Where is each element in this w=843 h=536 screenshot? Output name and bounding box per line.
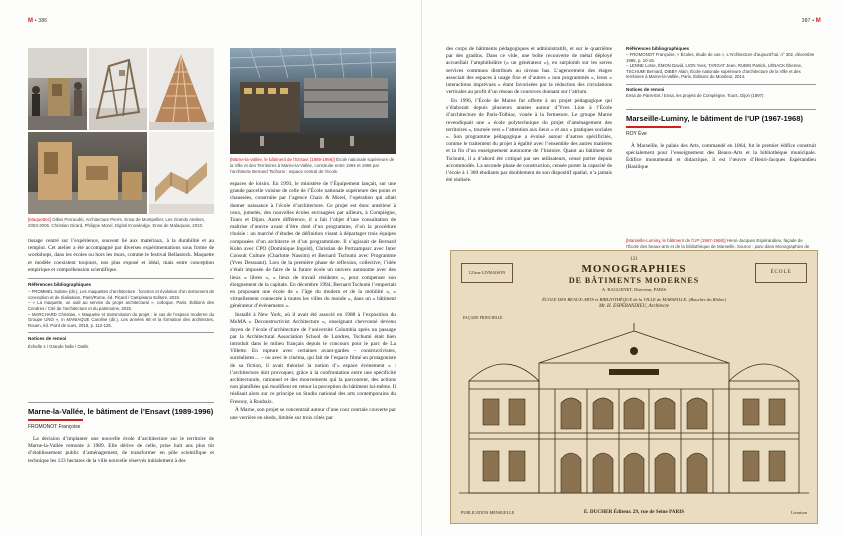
folded-sketch [149,132,214,214]
article-body [28,436,214,465]
left-col2-body [230,181,396,423]
caption-text: École nationale supérieure de la Ville et des Territoires à Marne-la-Vallée, construite entre 1994 et 1996 par l’architecte Bernard Tschumi : espace central de l’école. [230,157,395,174]
right-page [422,0,843,536]
engraving-sheet: FAÇADE PRINCIPALE [463,315,503,320]
paragraph: Installé à New York, où il avait été associé en 1988 à l’exposition du MoMA « Deconstructivist Architecture », enseignant chevronné devenu doyen de l’école d’architecture de l’université Columbia après un passage par la Architectural Association School de Londres, Tschumi était bien introduit dans le milieu français depuis le concours pour le parc de La Villette. En rupture avec certaines avant-gardes – constructivistes, surréalistes… – ou avec le cinéma, qui fait de l’espace filmé un protagoniste de sa fiction, il avait théorisé la notion d’« espace événement » : l’architecture doit provoquer, grâce à la confrontation entre une spécificité architecturale, rationnel et des mouvements qui la parcourent, des actions non planifiées qui modifient en retour la perception du bâtiment lui-même. Il réalisait alors sur ce principe un Studio national des arts contemporains du Fresnoy, à Roubaix. [230,312,396,405]
paragraph: tissage centré sur l’expérience, souvent lié aux matériaux, à la durabilité et au remploi. Cet atelier a été accompagné par diverses expérimentations sous forme de workshops, dans les écoles ou hors les murs, comme le festival Bellastock. Maquette et modèle coexistent toujours, nos plus exposé et idéal, mais entre conception empirique et compréhension scientifique. [28,238,214,273]
photo-workshop-students [28,48,87,130]
engraving-footer-center: E. DUCHER Éditeur. 29, rue de Seine PARIS [583,509,685,515]
notices-title: Notices de renvoi [626,86,665,92]
pyramid-sketch [149,48,214,130]
article-ensavt [28,402,214,466]
title-red-rule [626,126,681,128]
ensavt-photo-caption [230,157,396,174]
caption-ref: [Maquettes] [28,217,51,222]
photo-ensavt-atrium [230,48,396,154]
caption-ref: [Marseille-Luminy, le bâtiment de l’UP (1967-1968)] [626,238,726,243]
ref-item: – « La maquette, un outil au service du projet architectural », colloque, Paris, Éditions des Cendres / Cité de l’architecture et du patrimoine, 2015. [28,300,214,311]
engraving-building: ÉCOLE DES BEAUX-ARTS et BIBLIOTHÈQUE de la VILLE de MARSEILLE. (Bouches du Rhône) [542,297,726,302]
engraving-footer-left: PUBLICATION MENSUELLE [461,510,515,515]
paragraph: des corps de bâtiments pédagogiques et administratifs, et sur le quatrième par des gradins. Dans ce vide, une boîte recouverte de métal déployé accueillait l’amphithéâtre (« un générateur »), en surplomb sur les serres services communs distribués au niveau bas. L’agencement des étages associait des espaces à usage fixe et d’autres « non programmés », leurs « interactions imprévues » étant favorisées par la réduction des circulations verticales au profit d’un réseau de coursives donnant sur l’atrium. [446,46,612,96]
maquettes-caption [28,217,214,229]
photo-timber-model [28,132,147,214]
engraving-label-left: 121me LIVRAISON [461,263,513,283]
ref-item: – MARCHARD Christian, « Maquette et transmission du projet : le cas de l’espace moderne du Groupe UNO », in MANIAQUE Caroline (dir.), Les années 68 et la formation des architectes, Rouen, éd. Point de vues, 2018, p. 112-125. [28,311,214,328]
article-title: Marseille-Luminy, le bâtiment de l’UP (1967-1968) [626,113,803,123]
workshop-scene [28,48,87,130]
engraving-subtitle: DE BÂTIMENTS MODERNES [568,276,700,285]
paragraph: En 1996, l’École de Marne fut offerte à un projet pédagogique qui s’élaborait depuis plusieurs années autour d’Yves Lion à l’École d’architecture de Paris-Tolbiac, vouée à la fermeture. Le groupe Marne revendiquait une « école polytechnique du projet d’aménagement des territoires », tournée vers « l’attention aux lieux » et aux « pratiques sociales ». Son programme pédagogique a évolué autour d’autres spécificités, comme le traitement du projet à égalité avec l’ensemble des autres matières et la fin d’un enseignement autonome de l’histoire. Quant au bâtiment de Tschumi, il a d’abord été critiqué par ses utilisateurs, censé porter depuis accommodés. La seconde phase de construction, censée porter la capacité de l’école à 1 300 étudiants par doublement de son dispositif spatial, n’a jamais été réalisée. [446,97,612,184]
notices-title: Notices de renvoi [28,336,67,342]
engraving-footer-right: Livraison [790,510,807,515]
divider [28,332,214,333]
photo-structure-model [89,48,147,130]
article-author: ROY Ève [626,130,647,137]
article-body [626,143,816,172]
folio-number: 387 • [801,18,815,24]
photo-pyramid-model [149,48,214,130]
ref-item: – LENNE Loïse, ÉMON David, LION Yves, TARGAT Jean, RUBIN Patrick, LÉNACK Étienne, TSCHUMI Bernard, DIBBY Alain, École nationale supérieure d’architecture de la Ville et des territoires à Marne-la-Vallée, Paris, Éditions du Moniteur, 2014. [626,63,803,80]
left-col1-body [28,238,214,349]
paragraph: espaces de loisirs. En 1993, le ministère de l’Équipement lançait, sur une grande parcelle voisine de celle de l’École nationale supérieure des ponts et chaussées, construite par l’agence Chaix & Morel, l’opération qui allait donner naissance à l’école d’architecture. Ce projet est donc antérieur à ceux, jumelés, des nouvelles écoles envisagées par ailleurs, à Compiègne, Tours et Dijon. Autre différence, il a fait l’objet d’une consultation de maîtrise d’œuvre avant d’être doté d’un programme, d’où la procédure choisie : un marché d’études de définition visant à départager trois équipes composées d’un architecte et d’un programmiste. Il s’agissait de Bernard Kohn avec CPO (Dominique Ingold), Christian de Portzamparc avec Inter Consult Culture (Charlotte Nassim) et Bernard Tschumi avec Programme (Yves Dessuant). Lors de la première phase de réflexion, collective, l’idée s’était imposée de faire de la future école un univers autonome avec des lieux « libres », « lieux de travail résidents », pour compenser son éloignement de la capitale. En décembre 1994, Bernard Tschumi l’emportait en proposant une école de « l’âge du modern et de la mobilité », « virtuellement connectée à toutes les villes du monde », dans un « bâtiment générateur d’événements ». [230,181,396,310]
folio-letter: M [28,18,34,24]
engraving-label-right: ÉCOLE [755,263,807,283]
photo-folded-model [149,132,214,214]
ref-item: – FROMONOT Françoise, « Écoles, étude de cas », L’Architecture d’aujourd’hui, n° 302, décembre 1995, p. 10-15. [626,52,815,63]
engraving-architect: Mr. H. ESPÉRANDIEU, Architecte [599,304,669,309]
folio-number: • 386 [34,18,48,24]
folio-right [802,18,821,24]
engraving-number: 121 [630,257,638,262]
notices-text: Échelle 1 / Grande halle / Outils [28,343,89,349]
ref-item: – FROMMEL Sabine (dir.), Les maquettes d’architecture : fonction et évolution d’un instrument de conception et de réalisation, Paris/Rome, éd. Picard / Campisano Editore, 2015. [28,289,214,300]
article-title: Marne-la-Vallée, le bâtiment de l’Ensavt (1989-1996) [28,407,214,416]
right-col1-body [446,46,612,186]
caption-text: Gilles Perraudin, Architecture Pierre, Ensa de Montpellier, Les Grands Ateliers, 2003-2006. Christian Girard, Philippe Morel, Digital Knowledge, Ensa de Malaquais, 2010. [28,217,205,228]
paragraph: La décision d’implanter une nouvelle école d’architecture sur le territoire de Marne-la-Vallée remonte à 1989. Elle dérive de celle, prise huit ans plus tôt d’établissement public d’aménagement, de transformer en pôle scientifique et technique les 123 hectares de la ville nouvelle réservés initialement à des [28,436,214,464]
engraving-director: A. RAGUENET, Directeur, PARIS [601,287,667,292]
article-rule [626,109,816,110]
divider [626,84,816,85]
facade-drawing [459,323,809,499]
atrium-sketch [230,48,396,154]
paragraph: À Marseille, le palais des Arts, commandé en 1864, fut le premier édifice construit spécialement pour l’enseignement des Beaux-Arts et la bibliothèque municipale. Édifice monumental et didactique, il est l’œuvre d’Henri-Jacques Espérandieu (Basilique [626,142,816,171]
caption-text: Henri-Jacques Espérandieu, façade de l’École des beaux-arts et de la bibliothèque de Marseille. Source : paru dans Monographies de [626,238,810,249]
structure-sketch [89,48,147,130]
article-rule [28,402,214,403]
folio-left [28,18,47,24]
refs-title: Références bibliographiques [626,46,690,51]
engraving-palais-des-arts [450,250,818,524]
folio-letter: M [815,18,821,24]
timber-sketch [28,132,147,214]
article-author: FROMONOT Françoise [28,424,81,430]
divider [28,278,214,279]
right-col2-top [626,46,816,173]
title-red-rule [28,419,83,421]
refs-title: Références bibliographiques [28,282,92,288]
notices-text: Ensa de Paris-Est / Ensa, les projets de Compiègne, Tours, Dijon (1997) [626,92,764,98]
caption-ref: [Marne-la-Vallée, le bâtiment de l’Ensavt (1989-1996)] [230,157,335,162]
paragraph: À Marne, son projet se concentrait autour d’une cour centrale couverte par une verrière en sheds, limitée sur trois côtés par [230,407,396,421]
engraving-title: MONOGRAPHIES [581,263,687,275]
